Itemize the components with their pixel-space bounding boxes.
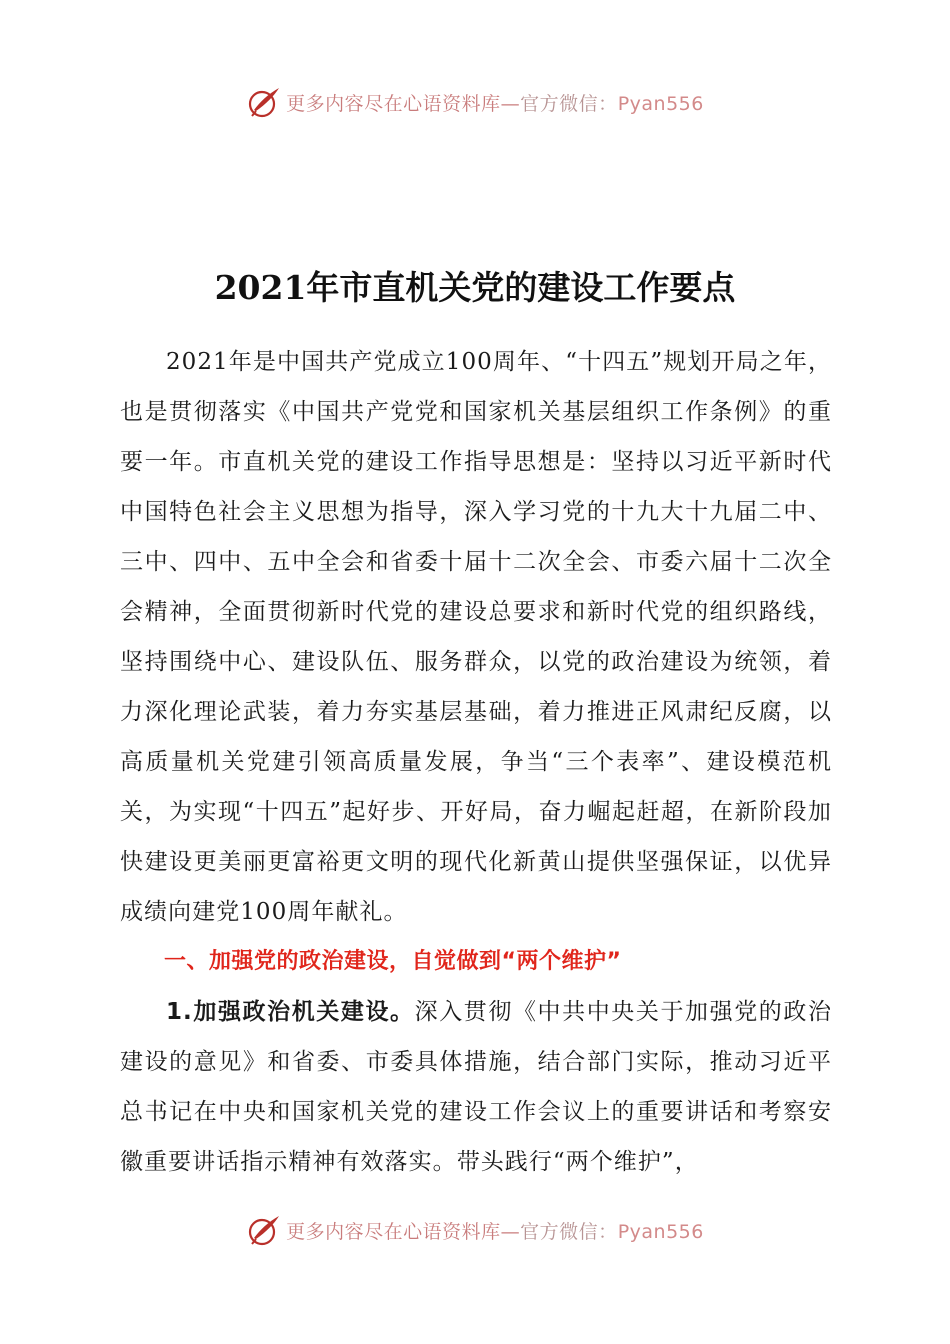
document-title: 2021年市直机关党的建设工作要点 bbox=[214, 268, 736, 307]
watermark-wechat-label: 官方微信： bbox=[520, 1220, 618, 1243]
watermark-wechat-id: Pyan556 bbox=[617, 92, 704, 115]
watermark-wechat-id: Pyan556 bbox=[617, 1220, 704, 1243]
document-body bbox=[120, 337, 832, 1187]
watermark-slogan: 更多内容尽在心语资料库 bbox=[286, 92, 501, 115]
item-body-1: 深入贯彻《中共中央关于加强党的政治建设的意见》和省委、市委具体措施，结合部门实际，推动习近平总书记在中央和国家机关党的建设工作会议上的重要讲话和考察安徽重要讲话指示精神有效落实。带头践行“两个维护”， bbox=[120, 999, 832, 1175]
watermark-dash: — bbox=[500, 92, 521, 115]
item-title-1: 1.加强政治机关建设。 bbox=[166, 999, 415, 1025]
section-heading-1: 一、加强党的政治建设，自觉做到“两个维护” bbox=[164, 949, 622, 974]
watermark-slogan: 更多内容尽在心语资料库 bbox=[286, 1220, 501, 1243]
watermark-banner-top bbox=[0, 84, 950, 120]
quill-pen-circle-icon bbox=[246, 1212, 282, 1248]
watermark-text bbox=[286, 89, 704, 116]
quill-pen-circle-icon bbox=[246, 84, 282, 120]
watermark-dash: — bbox=[500, 1220, 521, 1243]
watermark-wechat-label: 官方微信： bbox=[520, 92, 618, 115]
watermark-text bbox=[286, 1217, 704, 1244]
watermark-banner-bottom bbox=[0, 1212, 950, 1248]
intro-paragraph: 2021年是中国共产党成立100周年、“十四五”规划开局之年，也是贯彻落实《中国共产党党和国家机关基层组织工作条例》的重要一年。市直机关党的建设工作指导思想是：坚持以习近平新时代中国特色社会主义思想为指导，深入学习党的十九大十九届二中、三中、四中、五中全会和省委十届十二次全会、市委六届十二次全会精神，全面贯彻新时代党的建设总要求和新时代党的组织路线，坚持围绕中心、建设队伍、服务群众，以党的政治建设为统领，着力深化理论武装，着力夯实基层基础，着力推进正风肃纪反腐，以高质量机关党建引领高质量发展，争当“三个表率”、建设模范机关，为实现“十四五”起好步、开好局，奋力崛起赶超，在新阶段加快建设更美丽更富裕更文明的现代化新黄山提供坚强保证，以优异成绩向建党100周年献礼。 bbox=[120, 349, 832, 925]
item-paragraph-1 bbox=[120, 987, 832, 1187]
